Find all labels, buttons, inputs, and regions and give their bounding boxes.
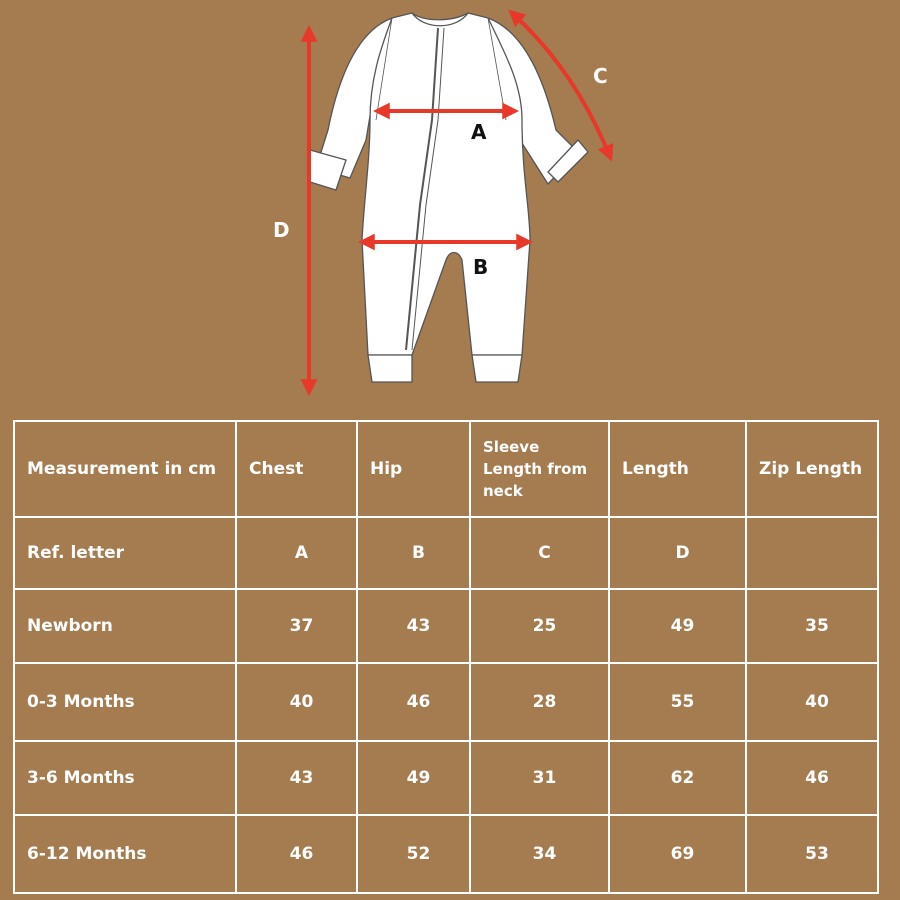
size-label: 0-3 Months xyxy=(14,663,236,741)
size-label: Newborn xyxy=(14,589,236,663)
hip-value: 46 xyxy=(357,663,470,741)
header-row xyxy=(14,421,878,517)
chest-value: 43 xyxy=(236,741,357,815)
romper-garment xyxy=(310,13,588,382)
zip-length-value: 53 xyxy=(746,815,878,893)
chest-value: 37 xyxy=(236,589,357,663)
zip-length-value: 35 xyxy=(746,589,878,663)
length-value: 69 xyxy=(609,815,746,893)
header-length: Length xyxy=(609,421,746,517)
table-row xyxy=(14,663,878,741)
zip-length-value: 46 xyxy=(746,741,878,815)
hip-value: 49 xyxy=(357,741,470,815)
measurement-diagram xyxy=(0,0,900,420)
header-hip: Hip xyxy=(357,421,470,517)
ref-zip xyxy=(746,517,878,589)
table-row xyxy=(14,815,878,893)
label-c: C xyxy=(593,64,608,88)
header-measurement: Measurement in cm xyxy=(14,421,236,517)
sleeve-value: 31 xyxy=(470,741,609,815)
zip-length-value: 40 xyxy=(746,663,878,741)
table-row xyxy=(14,741,878,815)
length-value: 62 xyxy=(609,741,746,815)
length-value: 49 xyxy=(609,589,746,663)
ref-letter-label: Ref. letter xyxy=(14,517,236,589)
ref-sleeve: C xyxy=(470,517,609,589)
hip-value: 43 xyxy=(357,589,470,663)
size-label: 3-6 Months xyxy=(14,741,236,815)
ref-length: D xyxy=(609,517,746,589)
label-d: D xyxy=(273,218,290,242)
size-chart-table xyxy=(13,420,879,894)
sleeve-value: 28 xyxy=(470,663,609,741)
chest-value: 46 xyxy=(236,815,357,893)
hip-value: 52 xyxy=(357,815,470,893)
length-value: 55 xyxy=(609,663,746,741)
sleeve-value: 34 xyxy=(470,815,609,893)
label-b: B xyxy=(473,255,489,279)
table-row xyxy=(14,589,878,663)
size-label: 6-12 Months xyxy=(14,815,236,893)
romper-illustration xyxy=(0,0,900,420)
sleeve-value: 25 xyxy=(470,589,609,663)
ref-letter-row xyxy=(14,517,878,589)
label-a: A xyxy=(471,120,487,144)
header-sleeve-length: Sleeve Length from neck xyxy=(470,421,609,517)
header-zip-length: Zip Length xyxy=(746,421,878,517)
ref-hip: B xyxy=(357,517,470,589)
header-chest: Chest xyxy=(236,421,357,517)
chest-value: 40 xyxy=(236,663,357,741)
ref-chest: A xyxy=(236,517,357,589)
